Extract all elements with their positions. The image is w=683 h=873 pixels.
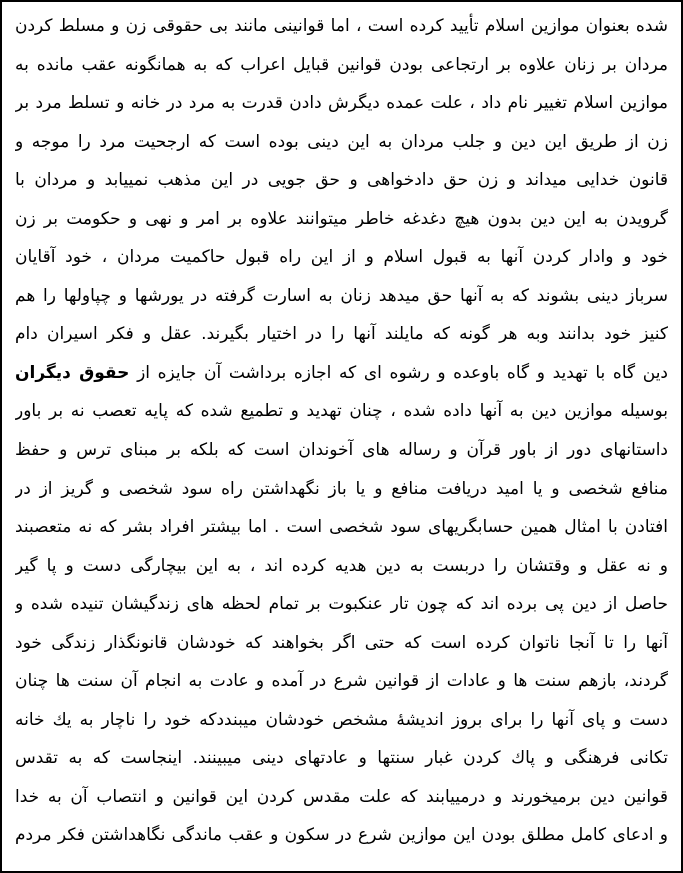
text-line xyxy=(15,431,668,470)
line-text: مردان بر زنان علاوه بر ارتجاعی بودن قوانین قبایل اعراب که به همانگونه عقب مانده به xyxy=(15,54,668,75)
line-text: زن از طریق این دین و جلب مردان به این دینی بوده است که ارجحیت مرد را موجه و xyxy=(15,131,668,152)
line-text: دست و پای آنها را برای بروز اندیشهٔ مشخص خودشان میبنددکه خود را ناچار به یك خانه xyxy=(15,709,668,730)
line-text: حاصل از دین پی برده اند که چون تار عنکبوت بر تمام لحظه های زندگیشان تنیده شده و xyxy=(15,594,668,615)
text-line xyxy=(15,778,668,817)
line-text: دین گاه با تهدید و گاه باوعده و رشوه ای که اجازه برداشت آن جایزه از xyxy=(129,362,668,383)
document-text-block xyxy=(15,7,668,855)
line-text: و نه عقل و وقتشان را دربست به دین هدیه کرده اند ، به این بیچارگی دست و پا گیر xyxy=(15,555,668,576)
line-text: سرباز دینی بشوند که به آنها حق میدهد زنان به اسارت گرفته در یورشها و چپاولها را هم xyxy=(15,285,668,306)
line-text: داستانهای دور از باور قرآن و رساله های آخوندان است که بلکه بر مبنای ترس و حفظ xyxy=(15,440,668,461)
text-line xyxy=(15,547,668,586)
line-text: تکانی فرهنگی و پاك کردن غبار سنتها و عادتهای دینی میبینند. اینجاست که به تقدس xyxy=(15,748,668,769)
text-line xyxy=(15,739,668,778)
text-line xyxy=(15,7,668,46)
text-line xyxy=(15,84,668,123)
line-text: کنیز خود بدانند وبه هر گونه که مایلند آنها را در اختیار بگیرند. عقل و فکر اسیران دام xyxy=(15,324,668,345)
text-line xyxy=(15,585,668,624)
text-line xyxy=(15,470,668,509)
line-text: و ادعای کامل مطلق بودن این موازین شرع در سکون و عقب ماندگی نگاهداشتن فکر مردم xyxy=(15,825,668,846)
line-text: قوانین دین برمیخورند و درمییابند که علت مقدس کردن این قوانین و انتصاب آن به خدا xyxy=(15,786,668,807)
text-line xyxy=(15,315,668,354)
text-line xyxy=(15,123,668,162)
line-text: افتادن با امثال همین حسابگریهای سود شخصی است . اما بیشتر افراد بشر که نه متعصبند xyxy=(15,517,668,538)
text-line xyxy=(15,354,668,393)
text-line xyxy=(15,161,668,200)
text-line xyxy=(15,624,668,663)
text-line xyxy=(15,46,668,85)
text-line xyxy=(15,200,668,239)
line-text: شده بعنوان موازین اسلام تأیید کرده است ، اما قوانینی مانند بی حقوقی زن و مسلط کردن xyxy=(15,16,668,36)
line-text-bold-phrase: حقوق دیگران xyxy=(15,362,130,383)
line-text: آنها را تا آنجا ناتوان کرده است که حتی اگر بخواهند که خودشان قانونگذار زندگی خود xyxy=(15,632,668,653)
text-line xyxy=(15,392,668,431)
line-text: بوسیله موازین دین به آنها داده شده ، چنان تهدید و تطمیع شده که پایه تعصب نه بر باور xyxy=(15,401,668,422)
line-text: گردند، بازهم سنت ها و عادات از قوانین شرع در آمده و عادت به انجام آن سنت ها چنان xyxy=(15,671,668,692)
line-text: منافع شخصی و یا امید دریافت منافع و یا باز نگهداشتن راه سود شخصی و گریز از در xyxy=(15,478,668,499)
line-text: گرویدن به این دین بدون هیچ دغدغه خاطر میتوانند علاوه بر امر و نهی و حکومت بر زن xyxy=(15,208,668,229)
line-text: قانون خدایی میداند و زن حق دادخواهی و حق جویی در این مذهب نمییابد و مردان با xyxy=(15,170,668,191)
text-line xyxy=(15,701,668,740)
text-line xyxy=(15,816,668,855)
text-line xyxy=(15,238,668,277)
text-line xyxy=(15,508,668,547)
text-line xyxy=(15,662,668,701)
text-line xyxy=(15,277,668,316)
line-text: موازین اسلام تغییر نام داد ، علت عمده دیگرش دادن قدرت به مرد در خانه و تسلط مرد بر xyxy=(15,93,668,114)
line-text: خود و وادار کردن آنها به قبول اسلام و از این راه قبول حاکمیت مردان ، خود آقایان xyxy=(15,247,668,268)
